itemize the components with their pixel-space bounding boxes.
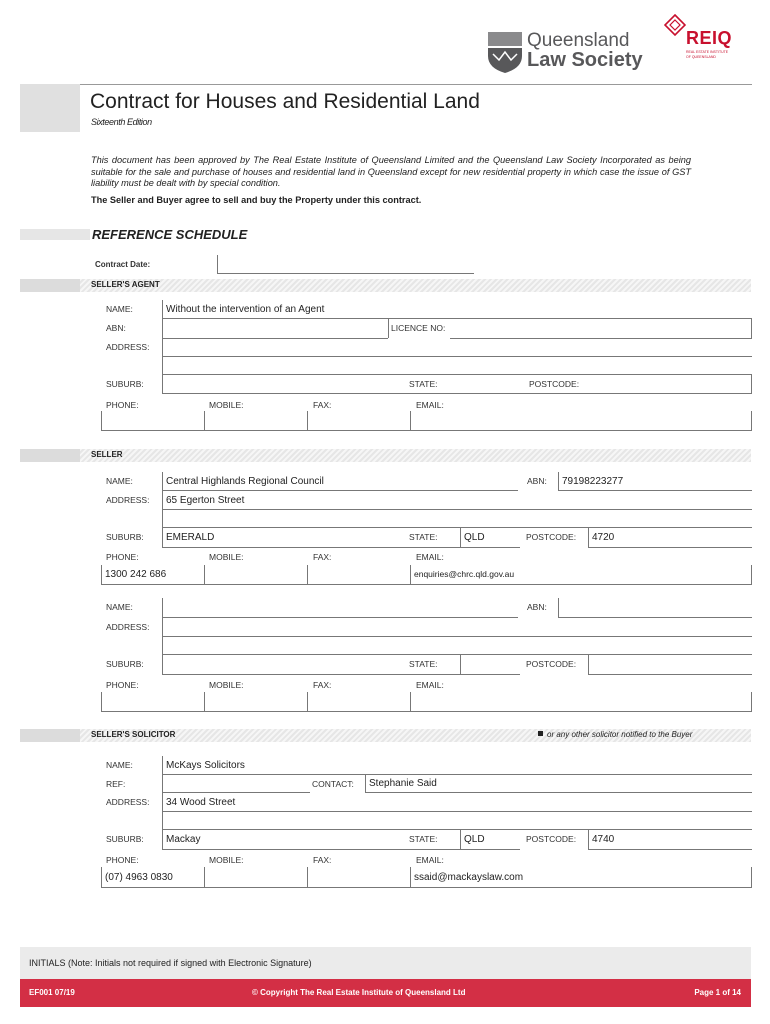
solicitor-state-label: STATE:	[409, 834, 438, 844]
seller-state-value: QLD	[464, 532, 485, 543]
edition-subtitle: Sixteenth Edition	[91, 117, 152, 127]
seller-name-field[interactable]	[162, 472, 518, 490]
page-number: Page 1 of 14	[694, 988, 741, 997]
seller2-suburb-label: SUBURB:	[106, 659, 144, 669]
agent-fax-label: FAX:	[313, 400, 332, 410]
agent-address-label: ADDRESS:	[106, 342, 150, 352]
solicitor-suburb-label: SUBURB:	[106, 834, 144, 844]
agent-email-field[interactable]	[410, 411, 752, 429]
reiq-diamond-icon	[664, 14, 686, 36]
seller-email-label: EMAIL:	[416, 552, 444, 562]
seller-state-field[interactable]	[460, 528, 520, 546]
seller-phone-label: PHONE:	[106, 552, 139, 562]
solicitor-mobile-field[interactable]	[204, 867, 307, 885]
seller2-abn-field[interactable]	[558, 598, 752, 616]
solicitor-address-field[interactable]	[162, 792, 752, 830]
agent-licence-label: LICENCE NO:	[391, 323, 446, 333]
seller2-email-field[interactable]	[410, 692, 752, 710]
solicitor-state-value: QLD	[464, 834, 485, 845]
seller2-fax-label: FAX:	[313, 680, 332, 690]
solicitor-mobile-label: MOBILE:	[209, 855, 244, 865]
qls-crest-icon	[487, 30, 523, 74]
seller-postcode-label: POSTCODE:	[526, 532, 577, 542]
sellers-agent-heading: SELLER'S AGENT	[91, 280, 160, 289]
seller-abn-value: 79198223277	[562, 476, 624, 487]
seller2-phone-field[interactable]	[101, 692, 204, 710]
seller2-address-field[interactable]	[162, 617, 752, 655]
agent-address-field[interactable]	[162, 338, 752, 375]
seller-address-value: 65 Egerton Street	[166, 495, 245, 506]
seller2-postcode-field[interactable]	[588, 655, 752, 673]
solicitor-phone-label: PHONE:	[106, 855, 139, 865]
agent-phone-label: PHONE:	[106, 400, 139, 410]
contract-date-field[interactable]	[217, 255, 474, 274]
agent-licence-field[interactable]	[450, 319, 752, 337]
seller2-fax-field[interactable]	[307, 692, 410, 710]
seller-suburb-value: EMERALD	[166, 532, 215, 543]
solicitor-phone-field[interactable]	[101, 867, 204, 885]
sellers-agent-band	[20, 279, 751, 292]
seller-state-label: STATE:	[409, 532, 438, 542]
agent-suburb-label: SUBURB:	[106, 379, 144, 389]
agent-name-value: Without the intervention of an Agent	[166, 304, 325, 315]
solicitor-email-value: ssaid@mackayslaw.com	[414, 872, 524, 883]
seller-suburb-label: SUBURB:	[106, 532, 144, 542]
initials-note: INITIALS (Note: Initials not required if signed with Electronic Signature)	[29, 958, 312, 968]
initials-bar	[20, 947, 751, 979]
seller-email-field[interactable]	[410, 565, 752, 583]
seller-abn-field[interactable]	[558, 472, 752, 490]
qls-wordmark-line2: Law Society	[527, 49, 643, 71]
solicitor-contact-value: Stephanie Said	[369, 778, 437, 789]
copyright-notice: © Copyright The Real Estate Institute of Queensland Ltd	[252, 988, 466, 997]
solicitor-contact-label: CONTACT:	[312, 779, 354, 789]
qls-logo	[487, 30, 657, 74]
solicitor-address-value: 34 Wood Street	[166, 797, 236, 808]
agent-postcode-label: POSTCODE:	[529, 379, 580, 389]
agent-phone-field[interactable]	[101, 411, 204, 429]
solicitor-suburb-value: Mackay	[166, 834, 201, 845]
seller2-state-label: STATE:	[409, 659, 438, 669]
solicitor-postcode-label: POSTCODE:	[526, 834, 577, 844]
seller-fax-field[interactable]	[307, 565, 410, 583]
seller-phone-value: 1300 242 686	[105, 569, 167, 580]
solicitor-name-field[interactable]	[162, 756, 752, 774]
agree-statement: The Seller and Buyer agree to sell and buy the Property under this contract.	[91, 195, 422, 205]
seller2-email-label: EMAIL:	[416, 680, 444, 690]
solicitor-fax-label: FAX:	[313, 855, 332, 865]
seller2-name-field[interactable]	[162, 598, 518, 616]
agent-email-label: EMAIL:	[416, 400, 444, 410]
agent-abn-field[interactable]	[162, 319, 388, 337]
form-code: EF001 07/19	[29, 988, 75, 997]
solicitor-postcode-value: 4740	[592, 834, 615, 845]
seller2-phone-label: PHONE:	[106, 680, 139, 690]
seller2-postcode-label: POSTCODE:	[526, 659, 577, 669]
agent-mobile-field[interactable]	[204, 411, 307, 429]
solicitor-ref-field[interactable]	[162, 774, 310, 792]
seller-heading: SELLER	[91, 450, 123, 459]
seller2-abn-label: ABN:	[527, 602, 547, 612]
schedule-heading: REFERENCE SCHEDULE	[92, 227, 248, 242]
seller2-address-label: ADDRESS:	[106, 622, 150, 632]
seller-address-label: ADDRESS:	[106, 495, 150, 505]
seller-mobile-field[interactable]	[204, 565, 307, 583]
solicitor-note	[538, 730, 692, 739]
seller-name-value: Central Highlands Regional Council	[166, 476, 324, 487]
reiq-logo	[664, 14, 744, 64]
seller-fax-label: FAX:	[313, 552, 332, 562]
seller2-mobile-field[interactable]	[204, 692, 307, 710]
solicitor-name-value: McKays Solicitors	[166, 760, 245, 771]
agent-abn-label: ABN:	[106, 323, 126, 333]
seller2-name-label: NAME:	[106, 602, 133, 612]
solicitor-email-field[interactable]	[410, 867, 752, 885]
solicitor-name-label: NAME:	[106, 760, 133, 770]
seller-band	[20, 449, 751, 462]
solicitor-address-label: ADDRESS:	[106, 797, 150, 807]
seller-abn-label: ABN:	[527, 476, 547, 486]
solicitor-note-text: or any other solicitor notified to the Buyer	[547, 730, 693, 739]
contract-date-label: Contract Date:	[95, 260, 151, 269]
agent-fax-field[interactable]	[307, 411, 410, 429]
agent-mobile-label: MOBILE:	[209, 400, 244, 410]
bullet-square-icon	[538, 731, 543, 736]
agent-name-label: NAME:	[106, 304, 133, 314]
solicitor-email-label: EMAIL:	[416, 855, 444, 865]
footer-bar	[20, 979, 751, 1007]
qls-wordmark-line1: Queensland	[527, 30, 630, 51]
solicitor-postcode-field[interactable]	[588, 830, 752, 848]
solicitor-state-field[interactable]	[460, 830, 520, 848]
solicitor-fax-field[interactable]	[307, 867, 410, 885]
title-rule	[80, 84, 752, 85]
agent-state-label: STATE:	[409, 379, 438, 389]
seller2-mobile-label: MOBILE:	[209, 680, 244, 690]
seller-mobile-label: MOBILE:	[209, 552, 244, 562]
seller-address-field[interactable]	[162, 491, 752, 528]
seller2-state-field[interactable]	[460, 655, 520, 673]
title-side-tab	[20, 84, 80, 132]
agent-name-field[interactable]	[162, 300, 752, 318]
schedule-side-tab	[20, 229, 90, 240]
sellers-solicitor-heading: SELLER'S SOLICITOR	[91, 730, 176, 739]
seller-phone-field[interactable]	[101, 565, 204, 583]
reiq-tagline: REAL ESTATE INSTITUTE OF QUEENSLAND	[686, 50, 729, 59]
agent-suburb-field[interactable]	[162, 375, 752, 393]
seller-postcode-field[interactable]	[588, 528, 752, 546]
seller-name-label: NAME:	[106, 476, 133, 486]
reiq-wordmark: REIQ	[686, 28, 733, 48]
intro-paragraph: This document has been approved by The Real Estate Institute of Queensland Limited and the Queensland Law Society Incorporated as being suitable for the sale and purchase of houses and residential land in Queensland except for new residential property in which case the issue of GST liability must be dealt with by special condition.	[91, 155, 691, 188]
seller-email-value: enquiries@chrc.qld.gov.au	[414, 569, 515, 579]
page-title: Contract for Houses and Residential Land	[90, 90, 480, 113]
solicitor-ref-label: REF:	[106, 779, 126, 789]
solicitor-contact-field[interactable]	[365, 774, 752, 792]
seller-postcode-value: 4720	[592, 532, 615, 543]
solicitor-phone-value: (07) 4963 0830	[105, 872, 173, 883]
